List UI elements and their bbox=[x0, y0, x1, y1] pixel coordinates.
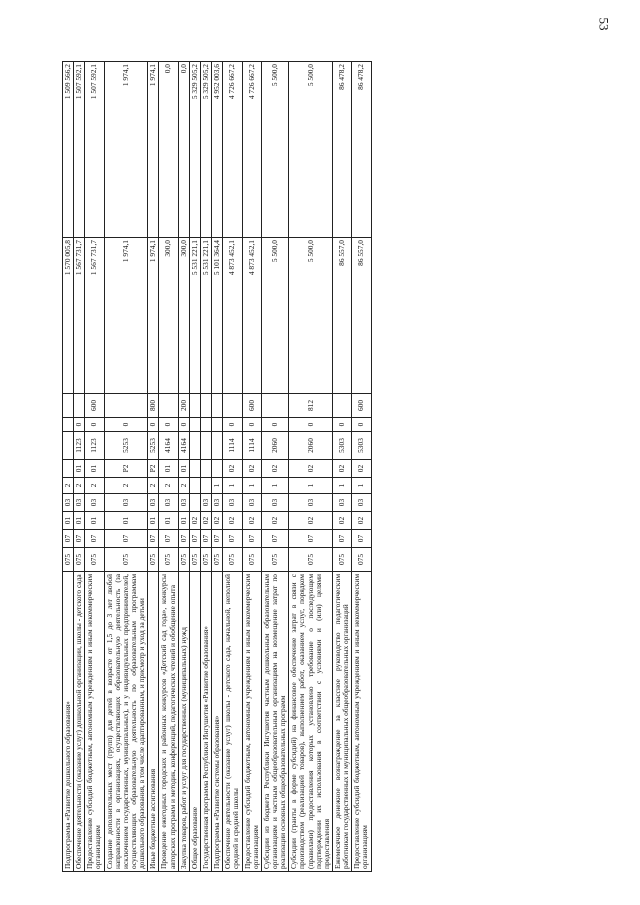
cell-section: 07 bbox=[200, 530, 211, 548]
cell-section: 07 bbox=[63, 530, 74, 548]
table-row bbox=[85, 62, 104, 872]
cell-measure: 02 bbox=[242, 460, 261, 478]
cell-subsection: 02 bbox=[242, 512, 261, 530]
cell-ministry: 075 bbox=[261, 548, 288, 572]
cell-subprogram: 2 bbox=[74, 478, 85, 494]
cell-subprogram: 2 bbox=[148, 478, 159, 494]
cell-ministry: 075 bbox=[178, 548, 189, 572]
cell-program: 03 bbox=[63, 494, 74, 512]
cell-program: 03 bbox=[104, 494, 148, 512]
cell-section: 07 bbox=[74, 530, 85, 548]
cell-program bbox=[189, 494, 200, 512]
budget-table bbox=[62, 61, 372, 872]
table-row bbox=[159, 62, 178, 872]
cell-expense-type bbox=[200, 394, 211, 418]
page-number: 53 bbox=[596, 17, 612, 31]
table-row bbox=[223, 62, 242, 872]
cell-subdirection bbox=[212, 418, 223, 432]
cell-subdirection: 0 bbox=[85, 418, 104, 432]
cell-subprogram: 1 bbox=[352, 478, 371, 494]
cell-measure: 02 bbox=[261, 460, 288, 478]
cell-amount-actual: 1 974,1 bbox=[148, 62, 159, 238]
cell-subprogram: 2 bbox=[104, 478, 148, 494]
cell-subdirection: 0 bbox=[104, 418, 148, 432]
cell-direction: 1114 bbox=[223, 432, 242, 460]
cell-subdirection: 0 bbox=[148, 418, 159, 432]
cell-amount-actual: 5 329 505,2 bbox=[200, 62, 211, 238]
cell-expense-type bbox=[212, 394, 223, 418]
table-row bbox=[212, 62, 223, 872]
cell-amount-plan: 5 500,0 bbox=[289, 238, 333, 394]
cell-direction: 5253 bbox=[148, 432, 159, 460]
cell-subsection: 02 bbox=[200, 512, 211, 530]
cell-section: 07 bbox=[85, 530, 104, 548]
row-name: Закупка товаров, работ и услуг для государственных (муниципальных) нужд bbox=[178, 572, 189, 872]
cell-subsection: 01 bbox=[159, 512, 178, 530]
table-row bbox=[148, 62, 159, 872]
cell-direction: 5253 bbox=[104, 432, 148, 460]
row-name: Предоставление субсидий бюджетным, автономным учреждениям и иным некоммерческим организациям bbox=[85, 572, 104, 872]
cell-program: 03 bbox=[352, 494, 371, 512]
cell-direction: 2060 bbox=[261, 432, 288, 460]
cell-expense-type bbox=[189, 394, 200, 418]
cell-subsection: 02 bbox=[261, 512, 288, 530]
cell-measure bbox=[63, 460, 74, 478]
cell-measure bbox=[212, 460, 223, 478]
cell-subsection: 01 bbox=[85, 512, 104, 530]
cell-section: 07 bbox=[289, 530, 333, 548]
cell-expense-type bbox=[63, 394, 74, 418]
cell-amount-plan: 4 873 452,1 bbox=[242, 238, 261, 394]
cell-ministry: 075 bbox=[289, 548, 333, 572]
cell-expense-type bbox=[104, 394, 148, 418]
cell-ministry: 075 bbox=[85, 548, 104, 572]
cell-section: 07 bbox=[148, 530, 159, 548]
row-name: Подпрограмма «Развитие системы образования» bbox=[212, 572, 223, 872]
cell-expense-type bbox=[261, 394, 288, 418]
cell-measure: 01 bbox=[74, 460, 85, 478]
cell-subsection: 01 bbox=[148, 512, 159, 530]
cell-subdirection bbox=[63, 418, 74, 432]
table-row bbox=[332, 62, 351, 872]
cell-amount-actual: 86 478,2 bbox=[332, 62, 351, 238]
cell-amount-plan: 1 974,1 bbox=[104, 238, 148, 394]
cell-subprogram: 1 bbox=[212, 478, 223, 494]
cell-direction: 5303 bbox=[332, 432, 351, 460]
cell-direction bbox=[63, 432, 74, 460]
cell-amount-plan: 86 557,0 bbox=[352, 238, 371, 394]
cell-subprogram: 1 bbox=[261, 478, 288, 494]
table-row bbox=[200, 62, 211, 872]
cell-amount-actual: 0,0 bbox=[178, 62, 189, 238]
row-name: Ежемесячное денежное вознаграждение за классное руководство педагогическим работникам государственных и муниципальных общеобразовательных организаций bbox=[332, 572, 351, 872]
cell-measure: 01 bbox=[159, 460, 178, 478]
cell-ministry: 075 bbox=[189, 548, 200, 572]
table-row bbox=[352, 62, 371, 872]
budget-table-area bbox=[62, 62, 582, 872]
cell-direction: 1123 bbox=[74, 432, 85, 460]
cell-direction bbox=[189, 432, 200, 460]
row-name: Создание дополнительных мест (групп) для детей в возрасте от 1,5 до 3 лет любой направленности в организациях, осуществляющих образовательную деятельность (за исключением государственных, муниципальных), и у индивидуальных предпринимателей, осуществляющих образовательную деятельность по образовательным программам дошкольного образования, в том числе адаптированным, и присмотр и уход за детьми bbox=[104, 572, 148, 872]
cell-measure bbox=[189, 460, 200, 478]
cell-ministry: 075 bbox=[223, 548, 242, 572]
cell-section: 07 bbox=[352, 530, 371, 548]
cell-direction: 2060 bbox=[289, 432, 333, 460]
cell-ministry: 075 bbox=[63, 548, 74, 572]
cell-program: 03 bbox=[332, 494, 351, 512]
cell-subsection: 01 bbox=[104, 512, 148, 530]
cell-measure: P2 bbox=[148, 460, 159, 478]
cell-subsection: 01 bbox=[178, 512, 189, 530]
row-name: Государственная программа Республики Ингушетия «Развитие образования» bbox=[200, 572, 211, 872]
cell-measure: 02 bbox=[352, 460, 371, 478]
cell-direction: 1123 bbox=[85, 432, 104, 460]
cell-direction: 5303 bbox=[352, 432, 371, 460]
row-name: Субсидии (гранты в форме субсидий) на финансовое обеспечение затрат в связи с производством (реализацией товаров), выполнением работ, оказанием услуг, порядком (правилами) предоставления которых установлено требование о последующем подтверждении их использования в соответствии с условиями и (или) целями предоставления bbox=[289, 572, 333, 872]
cell-expense-type: 812 bbox=[289, 394, 333, 418]
table-row bbox=[289, 62, 333, 872]
cell-subsection: 01 bbox=[74, 512, 85, 530]
cell-measure: P2 bbox=[104, 460, 148, 478]
cell-program: 03 bbox=[223, 494, 242, 512]
cell-subprogram bbox=[189, 478, 200, 494]
cell-measure: 01 bbox=[178, 460, 189, 478]
cell-amount-plan: 300,0 bbox=[178, 238, 189, 394]
row-name: Проведение ежегодных городских и районных конкурсов «Детский сад года», конкурсы авторских программ и методик, конференций, педагогических чтений и обобщение опыта bbox=[159, 572, 178, 872]
cell-amount-actual: 5 500,0 bbox=[261, 62, 288, 238]
cell-expense-type: 200 bbox=[178, 394, 189, 418]
table-row bbox=[74, 62, 85, 872]
table-row bbox=[178, 62, 189, 872]
cell-measure bbox=[200, 460, 211, 478]
cell-subdirection bbox=[200, 418, 211, 432]
cell-subprogram: 2 bbox=[63, 478, 74, 494]
cell-amount-plan: 5 500,0 bbox=[261, 238, 288, 394]
table-row bbox=[242, 62, 261, 872]
cell-amount-actual: 4 726 667,2 bbox=[242, 62, 261, 238]
cell-amount-actual: 1 507 592,1 bbox=[74, 62, 85, 238]
cell-amount-actual: 5 329 505,2 bbox=[189, 62, 200, 238]
cell-amount-plan: 1 567 731,7 bbox=[74, 238, 85, 394]
cell-subsection: 02 bbox=[289, 512, 333, 530]
cell-section: 07 bbox=[159, 530, 178, 548]
cell-subprogram: 1 bbox=[242, 478, 261, 494]
cell-program: 03 bbox=[85, 494, 104, 512]
cell-amount-plan: 1 570 005,8 bbox=[63, 238, 74, 394]
cell-direction: 1114 bbox=[242, 432, 261, 460]
cell-program: 03 bbox=[242, 494, 261, 512]
cell-subdirection: 0 bbox=[261, 418, 288, 432]
row-name: Подпрограмма «Развитие дошкольного образования» bbox=[63, 572, 74, 872]
cell-ministry: 075 bbox=[352, 548, 371, 572]
cell-direction: 4164 bbox=[178, 432, 189, 460]
cell-subprogram: 1 bbox=[223, 478, 242, 494]
cell-ministry: 075 bbox=[74, 548, 85, 572]
cell-amount-actual: 4 726 667,2 bbox=[223, 62, 242, 238]
cell-expense-type bbox=[159, 394, 178, 418]
cell-section: 07 bbox=[104, 530, 148, 548]
cell-amount-actual: 5 500,0 bbox=[289, 62, 333, 238]
cell-measure: 02 bbox=[223, 460, 242, 478]
cell-ministry: 075 bbox=[212, 548, 223, 572]
cell-direction bbox=[200, 432, 211, 460]
cell-section: 07 bbox=[242, 530, 261, 548]
cell-subsection: 02 bbox=[352, 512, 371, 530]
row-name: Обеспечение деятельности (оказание услуг) дошкольной организации, школы - детского сада bbox=[74, 572, 85, 872]
cell-subdirection: 0 bbox=[289, 418, 333, 432]
cell-subprogram: 2 bbox=[159, 478, 178, 494]
cell-expense-type: 800 bbox=[148, 394, 159, 418]
cell-amount-actual: 0,0 bbox=[159, 62, 178, 238]
row-name: Общее образование bbox=[189, 572, 200, 872]
cell-program: 03 bbox=[200, 494, 211, 512]
cell-section: 07 bbox=[178, 530, 189, 548]
cell-amount-plan: 4 873 452,1 bbox=[223, 238, 242, 394]
cell-section: 07 bbox=[189, 530, 200, 548]
cell-subdirection: 0 bbox=[352, 418, 371, 432]
cell-subdirection: 0 bbox=[223, 418, 242, 432]
cell-amount-actual: 86 478,2 bbox=[352, 62, 371, 238]
cell-subsection: 02 bbox=[189, 512, 200, 530]
cell-subdirection: 0 bbox=[178, 418, 189, 432]
cell-ministry: 075 bbox=[148, 548, 159, 572]
cell-section: 07 bbox=[212, 530, 223, 548]
cell-program: 03 bbox=[148, 494, 159, 512]
cell-subsection: 01 bbox=[63, 512, 74, 530]
cell-program: 03 bbox=[289, 494, 333, 512]
cell-expense-type bbox=[332, 394, 351, 418]
cell-ministry: 075 bbox=[159, 548, 178, 572]
cell-subprogram bbox=[200, 478, 211, 494]
cell-direction: 4164 bbox=[159, 432, 178, 460]
cell-subdirection: 0 bbox=[242, 418, 261, 432]
cell-direction bbox=[212, 432, 223, 460]
table-row bbox=[261, 62, 288, 872]
cell-program: 03 bbox=[74, 494, 85, 512]
row-name: Иные бюджетные ассигнования bbox=[148, 572, 159, 872]
cell-amount-plan: 5 101 364,4 bbox=[212, 238, 223, 394]
row-name: Субсидии из бюджета Республики Ингушетия частным дошкольным образовательным организациям и частным общеобразовательным организациям на возмещение затрат по реализации основных общеобразовательных программ bbox=[261, 572, 288, 872]
cell-amount-actual: 1 509 566,2 bbox=[63, 62, 74, 238]
cell-amount-plan: 300,0 bbox=[159, 238, 178, 394]
cell-amount-plan: 5 531 221,1 bbox=[200, 238, 211, 394]
cell-ministry: 075 bbox=[104, 548, 148, 572]
cell-program: 03 bbox=[261, 494, 288, 512]
cell-expense-type bbox=[74, 394, 85, 418]
cell-subprogram: 2 bbox=[85, 478, 104, 494]
cell-ministry: 075 bbox=[242, 548, 261, 572]
cell-expense-type: 600 bbox=[352, 394, 371, 418]
cell-subdirection bbox=[189, 418, 200, 432]
cell-amount-actual: 1 507 592,1 bbox=[85, 62, 104, 238]
cell-amount-plan: 5 531 221,1 bbox=[189, 238, 200, 394]
cell-section: 07 bbox=[332, 530, 351, 548]
cell-subdirection: 0 bbox=[74, 418, 85, 432]
cell-measure: 02 bbox=[332, 460, 351, 478]
table-row bbox=[189, 62, 200, 872]
cell-subprogram: 1 bbox=[289, 478, 333, 494]
row-name: Предоставление субсидий бюджетным, автономным учреждениям и иным некоммерческим организациям bbox=[352, 572, 371, 872]
cell-measure: 01 bbox=[85, 460, 104, 478]
cell-measure: 02 bbox=[289, 460, 333, 478]
cell-expense-type bbox=[223, 394, 242, 418]
cell-amount-actual: 4 952 003,6 bbox=[212, 62, 223, 238]
cell-section: 07 bbox=[261, 530, 288, 548]
cell-subprogram: 1 bbox=[332, 478, 351, 494]
cell-subdirection: 0 bbox=[332, 418, 351, 432]
table-row bbox=[63, 62, 74, 872]
cell-program: 03 bbox=[178, 494, 189, 512]
cell-amount-plan: 1 974,1 bbox=[148, 238, 159, 394]
table-row bbox=[104, 62, 148, 872]
cell-section: 07 bbox=[223, 530, 242, 548]
cell-subprogram: 2 bbox=[178, 478, 189, 494]
rotated-table-container bbox=[62, 62, 582, 872]
row-name: Обеспечение деятельности (оказание услуг) школы - детского сада, начальной, неполной средней и средней школы bbox=[223, 572, 242, 872]
cell-amount-plan: 86 557,0 bbox=[332, 238, 351, 394]
cell-amount-actual: 1 974,1 bbox=[104, 62, 148, 238]
cell-amount-plan: 1 567 731,7 bbox=[85, 238, 104, 394]
cell-expense-type: 600 bbox=[242, 394, 261, 418]
cell-program: 03 bbox=[212, 494, 223, 512]
cell-expense-type: 600 bbox=[85, 394, 104, 418]
cell-subsection: 02 bbox=[332, 512, 351, 530]
cell-subsection: 02 bbox=[212, 512, 223, 530]
cell-ministry: 075 bbox=[332, 548, 351, 572]
row-name: Предоставление субсидий бюджетным, автономным учреждениям и иным некоммерческим организациям bbox=[242, 572, 261, 872]
cell-ministry: 075 bbox=[200, 548, 211, 572]
cell-subdirection: 0 bbox=[159, 418, 178, 432]
cell-program: 03 bbox=[159, 494, 178, 512]
cell-subsection: 02 bbox=[223, 512, 242, 530]
